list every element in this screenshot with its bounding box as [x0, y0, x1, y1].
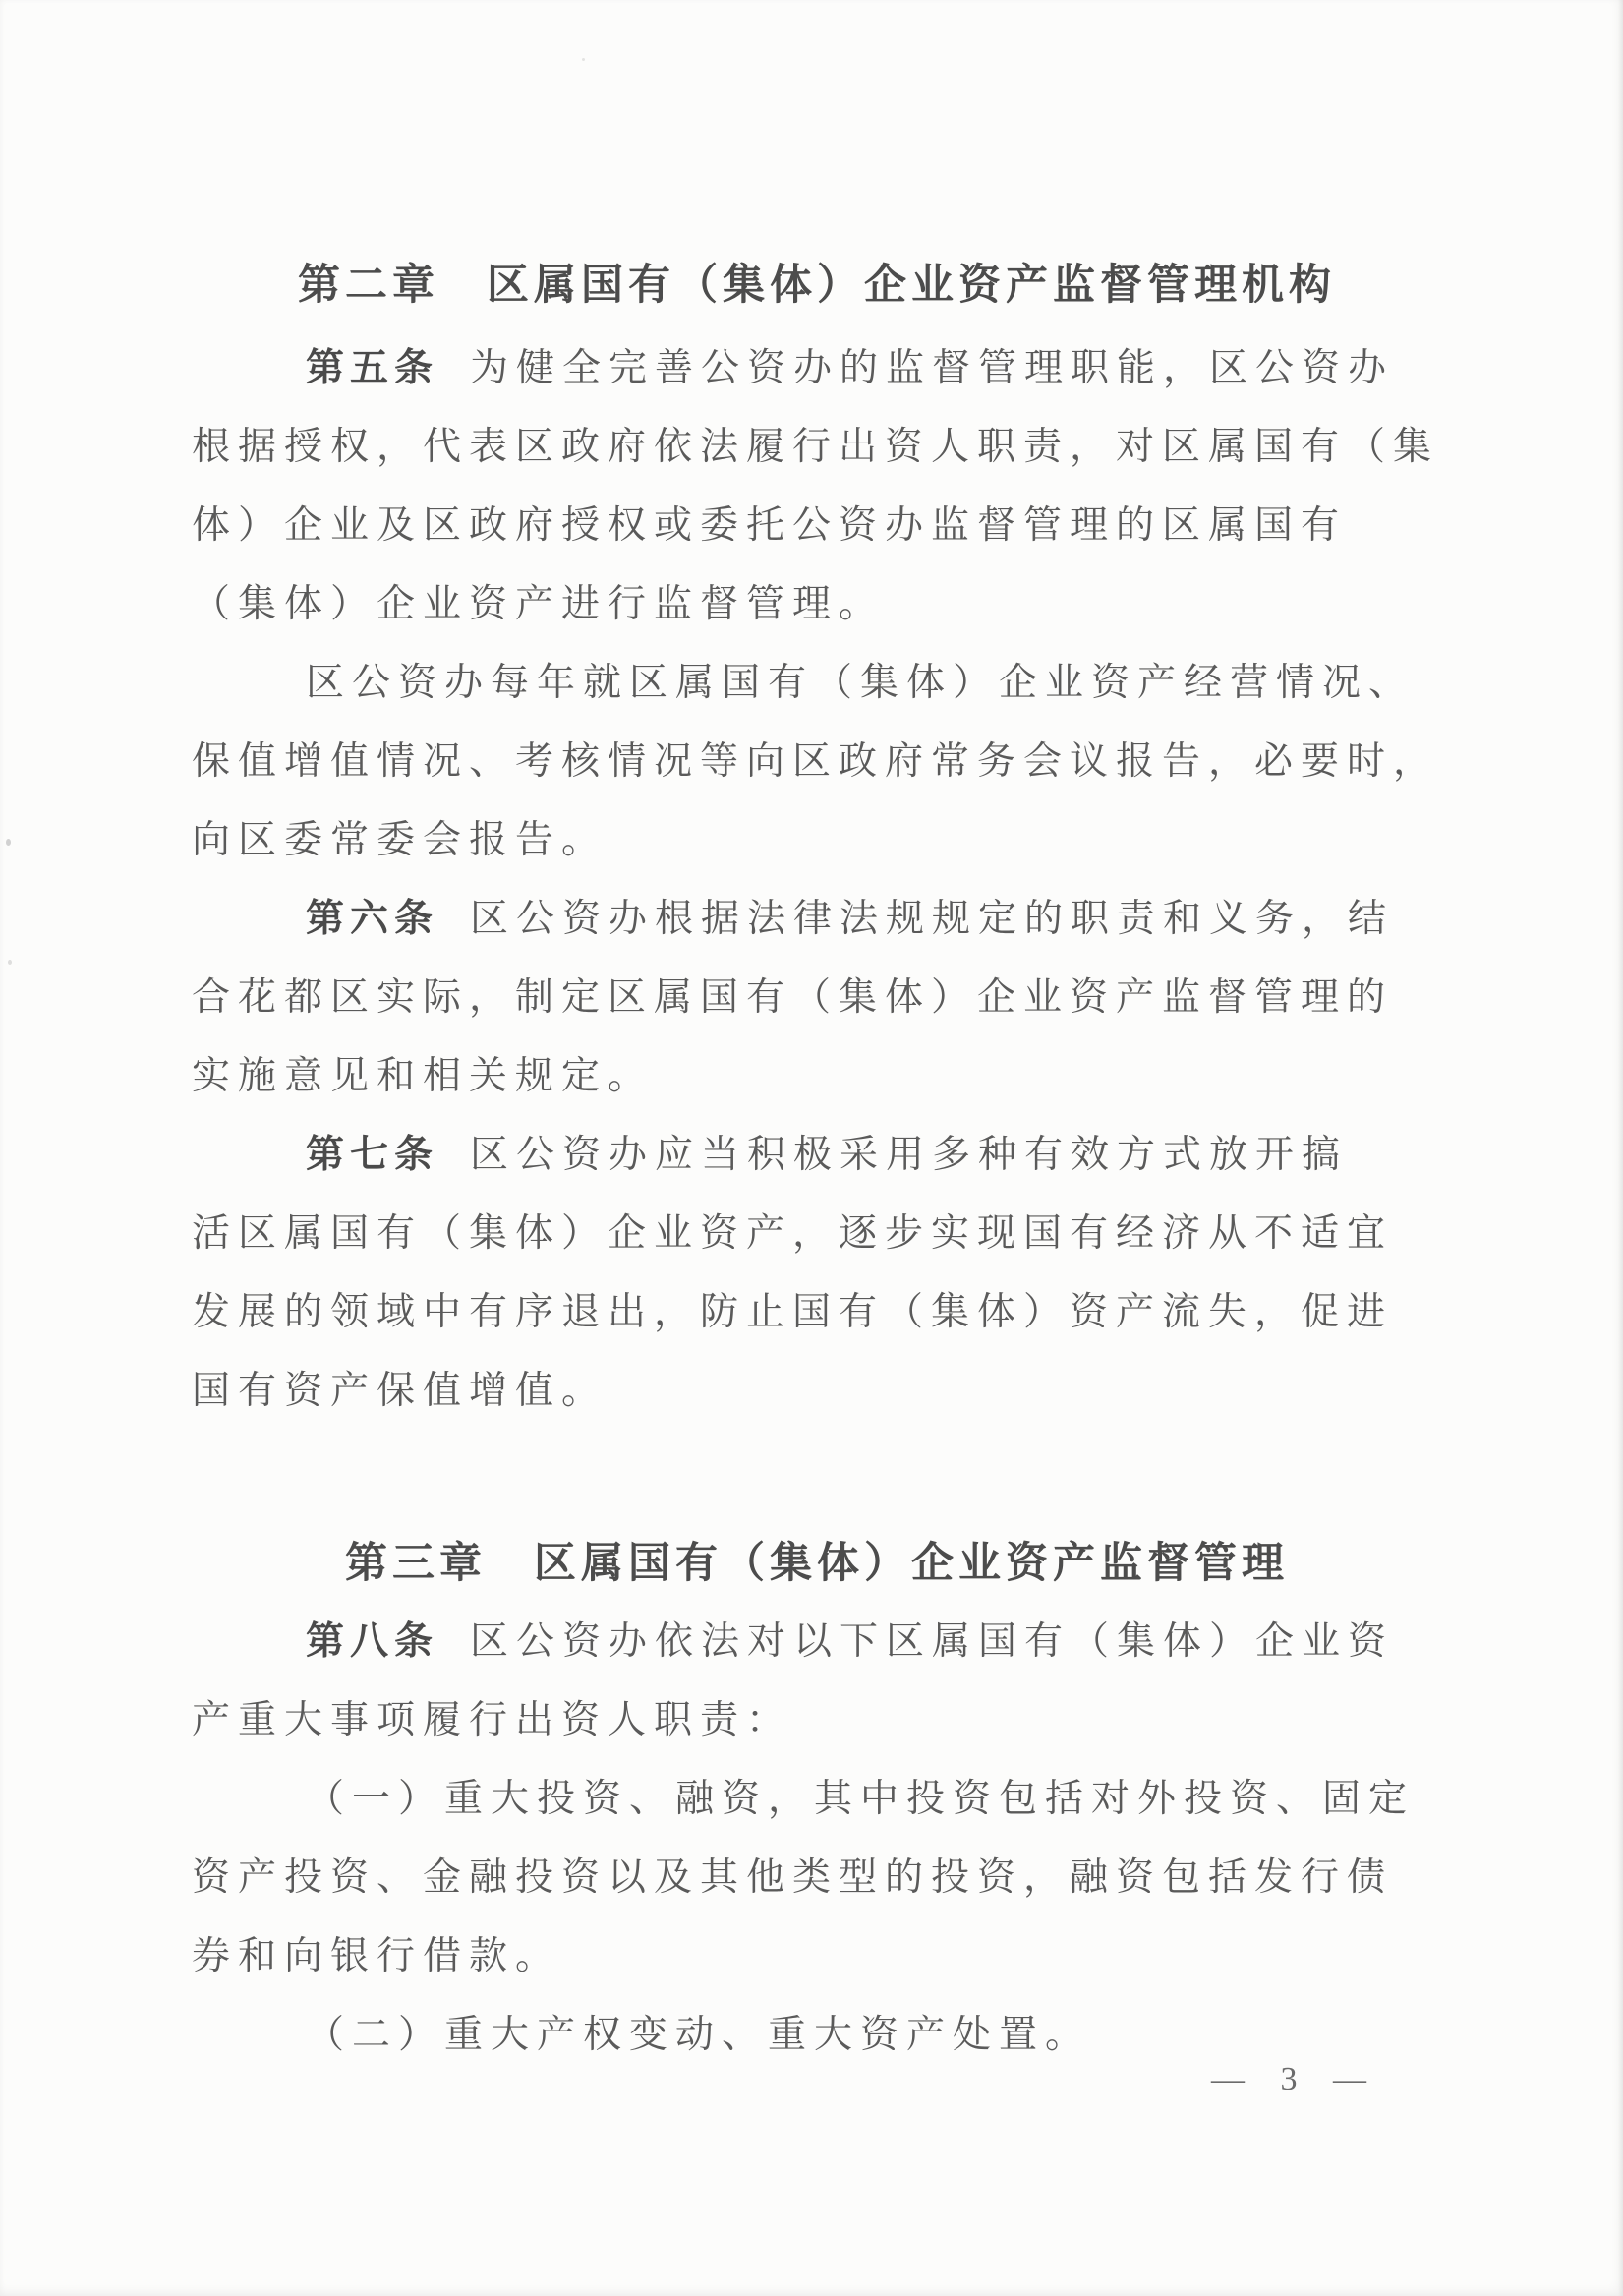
article-8-item-1-line-1: （一）重大投资、融资，其中投资包括对外投资、固定: [306, 1778, 1416, 1820]
article-6-line-1: [192, 880, 1442, 959]
scan-speck: [8, 960, 12, 965]
article-6-line-3: 实施意见和相关规定。: [192, 1055, 655, 1097]
page-number: — 3 —: [1211, 2061, 1380, 2097]
article-6-number: 第六条: [306, 898, 439, 940]
article-5-para-2-line-2: 保值增值情况、考核情况等向区政府常务会议报告，必要时，: [192, 740, 1440, 783]
article-6-line-2: 合花都区实际，制定区属国有（集体）企业资产监督管理的: [192, 976, 1394, 1019]
article-5-para-2-line-3: 向区委常委会报告。: [192, 819, 609, 861]
article-5-para-2-line-1: 区公资办每年就区属国有（集体）企业资产经营情况、: [306, 662, 1416, 704]
chapter-3-heading: 第三章 区属国有（集体）企业资产监督管理: [345, 1540, 1289, 1587]
article-7-line-2: 活区属国有（集体）企业资产，逐步实现国有经济从不适宜: [192, 1212, 1394, 1255]
article-5-line-1: [192, 329, 1442, 408]
scan-edge-shade: [1618, 0, 1623, 2296]
article-8-line-1: [192, 1603, 1442, 1681]
article-5-line-4: （集体）企业资产进行监督管理。: [192, 583, 886, 625]
article-7-line-1: [192, 1116, 1442, 1195]
scan-speck: [582, 58, 585, 61]
document-content: [192, 246, 1442, 2075]
article-5-line-1-text: 为健全完善公资办的监督管理职能，区公资办: [470, 347, 1395, 389]
article-7-number: 第七条: [306, 1134, 439, 1176]
scan-speck: [6, 839, 11, 846]
article-8-item-1-line-2: 资产投资、金融投资以及其他类型的投资，融资包括发行债: [192, 1856, 1394, 1899]
article-7-line-3: 发展的领域中有序退出，防止国有（集体）资产流失，促进: [192, 1291, 1394, 1333]
article-8-line-1-text: 区公资办依法对以下区属国有（集体）企业资: [470, 1620, 1395, 1663]
article-7-line-1-text: 区公资办应当积极采用多种有效方式放开搞: [470, 1134, 1349, 1176]
article-5-line-2: 根据授权，代表区政府依法履行出资人职责，对区属国有（集: [192, 426, 1440, 468]
article-8-item-2-line-1: （二）重大产权变动、重大资产处置。: [306, 2014, 1092, 2056]
article-8-item-1-line-3: 券和向银行借款。: [192, 1935, 562, 1977]
article-8-line-2: 产重大事项履行出资人职责：: [192, 1699, 793, 1741]
article-8-number: 第八条: [306, 1620, 439, 1663]
chapter-2-heading: 第二章 区属国有（集体）企业资产监督管理机构: [298, 262, 1336, 309]
article-6-line-1-text: 区公资办根据法律法规规定的职责和义务，结: [470, 898, 1395, 940]
article-5-line-3: 体）企业及区政府授权或委托公资办监督管理的区属国有: [192, 504, 1348, 547]
article-7-line-4: 国有资产保值增值。: [192, 1370, 609, 1412]
article-5-number: 第五条: [306, 347, 439, 389]
